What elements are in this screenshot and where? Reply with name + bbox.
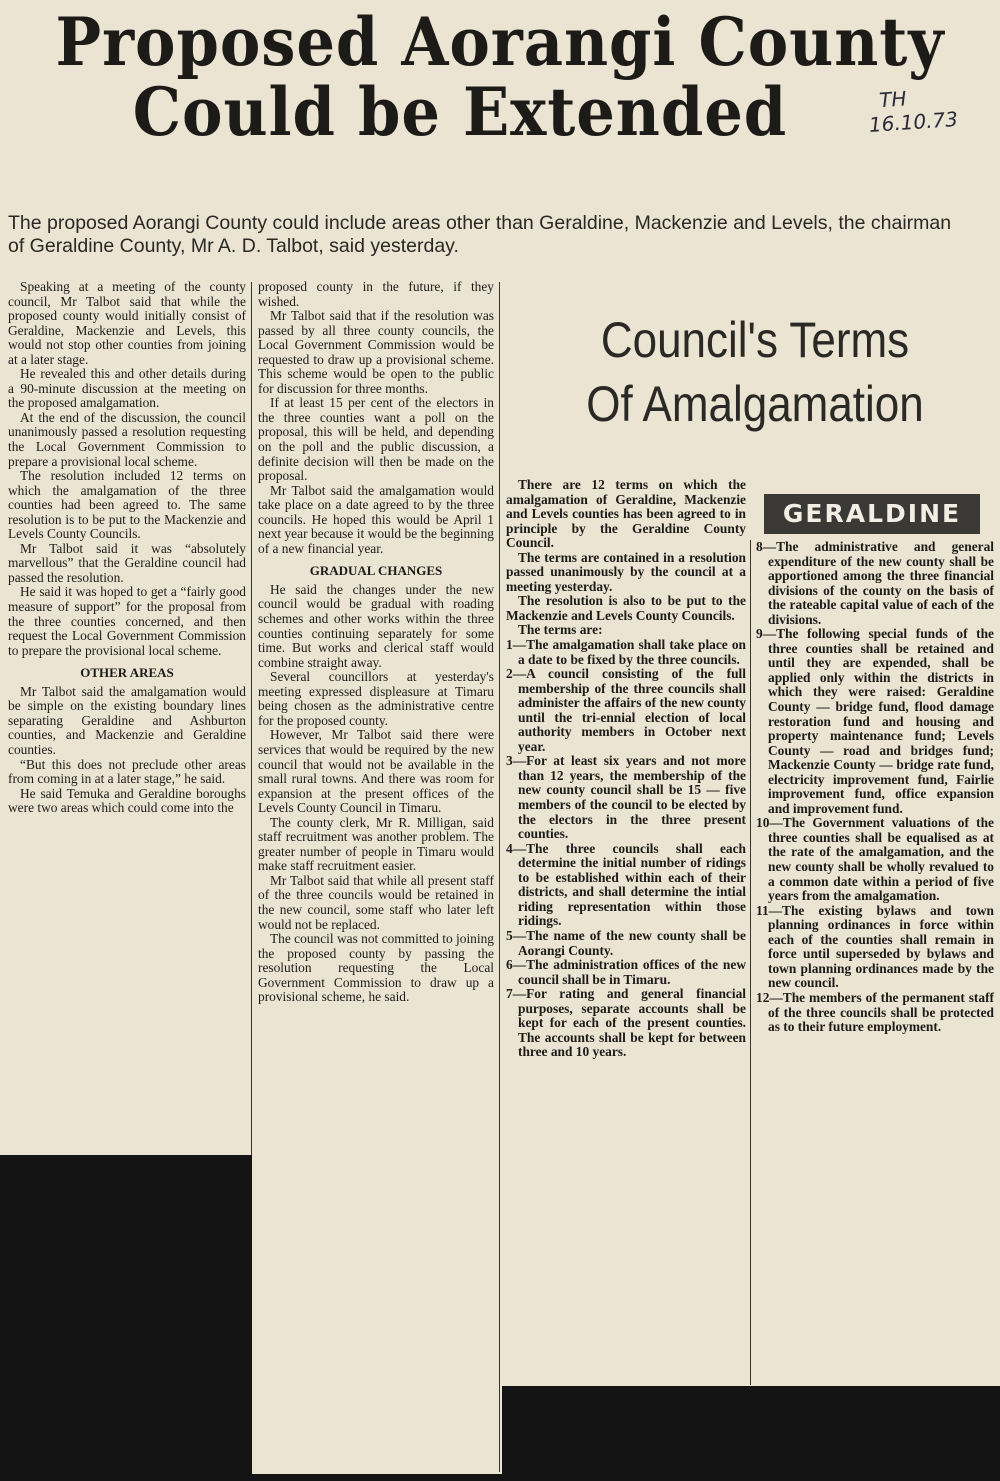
sidebar-headline bbox=[548, 308, 962, 436]
column-3 bbox=[506, 478, 746, 1060]
paragraph: The county clerk, Mr R. Milligan, said staff recruitment was another problem. The greater number of people in Timaru would make staff recruitment easier. bbox=[258, 814, 494, 874]
column-1 bbox=[8, 280, 246, 816]
term-item: 12—The members of the permanent staff of the three councils shall be protected as to their future employment. bbox=[756, 989, 994, 1035]
paragraph: The resolution is also to be put to the Mackenzie and Levels County Councils. bbox=[506, 593, 746, 623]
paragraph: Mr Talbot said it was “absolutely marvellous” that the Geraldine council had passed the resolution. bbox=[8, 540, 246, 585]
sidebar-title-line-1: Council's Terms bbox=[600, 312, 910, 368]
paragraph: Several councillors at yesterday's meeting expressed displeasure at Timaru being chosen as the administrative centre for the proposed county. bbox=[258, 669, 494, 728]
handwritten-annotation bbox=[866, 83, 958, 137]
paragraph: “But this does not preclude other areas from coming in at a later stage,” he said. bbox=[8, 756, 246, 787]
paragraph: Mr Talbot said the amalgamation would be simple on the existing boundary lines separating Geraldine and Ashburton counties, and Mackenzie and Geraldine counties. bbox=[8, 683, 246, 757]
scan-background bbox=[0, 1155, 252, 1481]
sidebar-title-line-2: Of Amalgamation bbox=[586, 376, 924, 432]
paragraph: Mr Talbot said the amalgamation would take place on a date agreed to by the three councils. He hoped this would be April 1 next year because it would be the beginning of a new financial year. bbox=[258, 482, 494, 556]
geraldine-badge: GERALDINE bbox=[764, 494, 980, 534]
subheading-other-areas: OTHER AREAS bbox=[80, 665, 174, 681]
term-item: 5—The name of the new county shall be Aorangi County. bbox=[506, 927, 746, 958]
paragraph: Mr Talbot said that while all present staff of the three councils would be retained in the new council, some staff who later left would not be replaced. bbox=[258, 872, 494, 932]
subheading-gradual-changes: GRADUAL CHANGES bbox=[309, 563, 443, 579]
paragraph: He revealed this and other details during a 90-minute discussion at the meeting on the proposed amalgamation. bbox=[8, 366, 246, 411]
column-4 bbox=[756, 540, 994, 1035]
headline-line-1: Proposed Aorangi County bbox=[55, 3, 945, 81]
term-item: 2—A council consisting of the full membership of the three councils shall administer the affairs of the new county until the tri-ennial election of local authority members in October next year. bbox=[506, 666, 746, 754]
paragraph: He said it was hoped to get a “fairly good measure of support” for the proposal from the three counties concerned, and then request the Local Government Commission to prepare the provisional local scheme. bbox=[8, 584, 246, 658]
paragraph: He said Temuka and Geraldine boroughs were two areas which could come into the bbox=[8, 785, 246, 816]
term-item: 8—The administrative and general expenditure of the new county shall be apportioned among the three financial divisions of the county on the basis of the rateable capital value of each of the divisions. bbox=[756, 539, 994, 627]
paragraph: The resolution included 12 terms on which the amalgamation of the three counties had been agreed to. The same resolution is to be put to the Mackenzie and Levels County Councils. bbox=[8, 468, 246, 542]
paragraph: Mr Talbot said that if the resolution was passed by all three county councils, the Local Government Commission would be requested to draw up a provisional scheme. This scheme would be open to the public for discussion for three months. bbox=[258, 308, 494, 396]
term-item: 1—The amalgamation shall take place on a date to be fixed by the three councils. bbox=[506, 637, 746, 667]
term-item: 9—The following special funds of the three counties shall be retained and until they are expended, shall be applied only within the districts in which they were raised: Geraldine County — bridge fund, flood damage restoration fund and housing and property maintenance fund; Levels County — road and bridges fund; Mackenzie County — bridge rate fund, electricity improvement fund, Fairlie improvement fund, office expansion and improvement fund. bbox=[756, 626, 994, 816]
annotation-initials: TH bbox=[878, 86, 908, 113]
standfirst: The proposed Aorangi County could include areas other than Geraldine, Mackenzie and Levels, the chairman of Geraldine County, Mr A. D. Talbot, said yesterday. bbox=[8, 212, 952, 257]
term-item: 6—The administration offices of the new council shall be in Timaru. bbox=[506, 957, 746, 987]
term-item: 11—The existing bylaws and town planning ordinances in force within each of the counties shall remain in force until superseded by bylaws and town planning ordinances made by the new council. bbox=[756, 902, 994, 991]
paragraph: At the end of the discussion, the council unanimously passed a resolution requesting the Local Government Commission to prepare a provisional local scheme. bbox=[8, 409, 246, 469]
term-item: 7—For rating and general financial purposes, separate accounts shall be kept for each of the present counties. The accounts shall be kept for between three and 10 years. bbox=[506, 986, 746, 1060]
paragraph: If at least 15 per cent of the electors in the three counties want a poll on the proposal, this will be held, and depending on the poll and the public discussion, a definite decision will then be made on the proposal. bbox=[258, 395, 494, 484]
term-item: 10—The Government valuations of the three counties shall be equalised as at the rate of the amalgamation, and the new county shall be wholly revalued to a common date within a period of five years from the amalgamation. bbox=[756, 815, 994, 904]
column-2 bbox=[258, 280, 494, 1005]
paragraph: However, Mr Talbot said there were services that would be required by the new council that would not be available in the small rural towns. And there was room for expansion at the present offices of the Levels County Council in Timaru. bbox=[258, 727, 494, 816]
paragraph: Speaking at a meeting of the county council, Mr Talbot said that while the proposed county would initially consist of Geraldine, Mackenzie and Levels, this would not stop other counties from joining at a later stage. bbox=[8, 279, 246, 367]
paragraph: proposed county in the future, if they wished. bbox=[258, 279, 494, 309]
paragraph: The terms are: bbox=[518, 622, 603, 638]
headline-line-2: Could be Extended bbox=[132, 73, 788, 151]
term-item: 3—For at least six years and not more than 12 years, the membership of the new county council shall be 15 — five members of the council to be elected by the electors in the three present counties. bbox=[506, 753, 746, 842]
scan-background bbox=[252, 1474, 502, 1481]
paragraph: There are 12 terms on which the amalgamation of Geraldine, Mackenzie and Levels counties has been agreed to in principle by the Geraldine County Council. bbox=[506, 477, 746, 551]
paragraph: The terms are contained in a resolution passed unanimously by the council at a meeting yesterday. bbox=[506, 549, 746, 594]
paragraph: The council was not committed to joining the proposed county by passing the resolution requesting the Local Government Commission to draw up a provisional scheme, he said. bbox=[258, 931, 494, 1005]
term-item: 4—The three councils shall each determine the initial number of ridings to be established within each of their districts, and shall determine the intial riding representation within those ridings. bbox=[506, 840, 746, 929]
annotation-date: 16.10.73 bbox=[868, 106, 959, 138]
paragraph: He said the changes under the new council would be gradual with roading schemes and other works within the three counties continuing separately for some time. But works and clerical staff would combine straight away. bbox=[258, 581, 494, 670]
scan-background bbox=[502, 1386, 1000, 1481]
